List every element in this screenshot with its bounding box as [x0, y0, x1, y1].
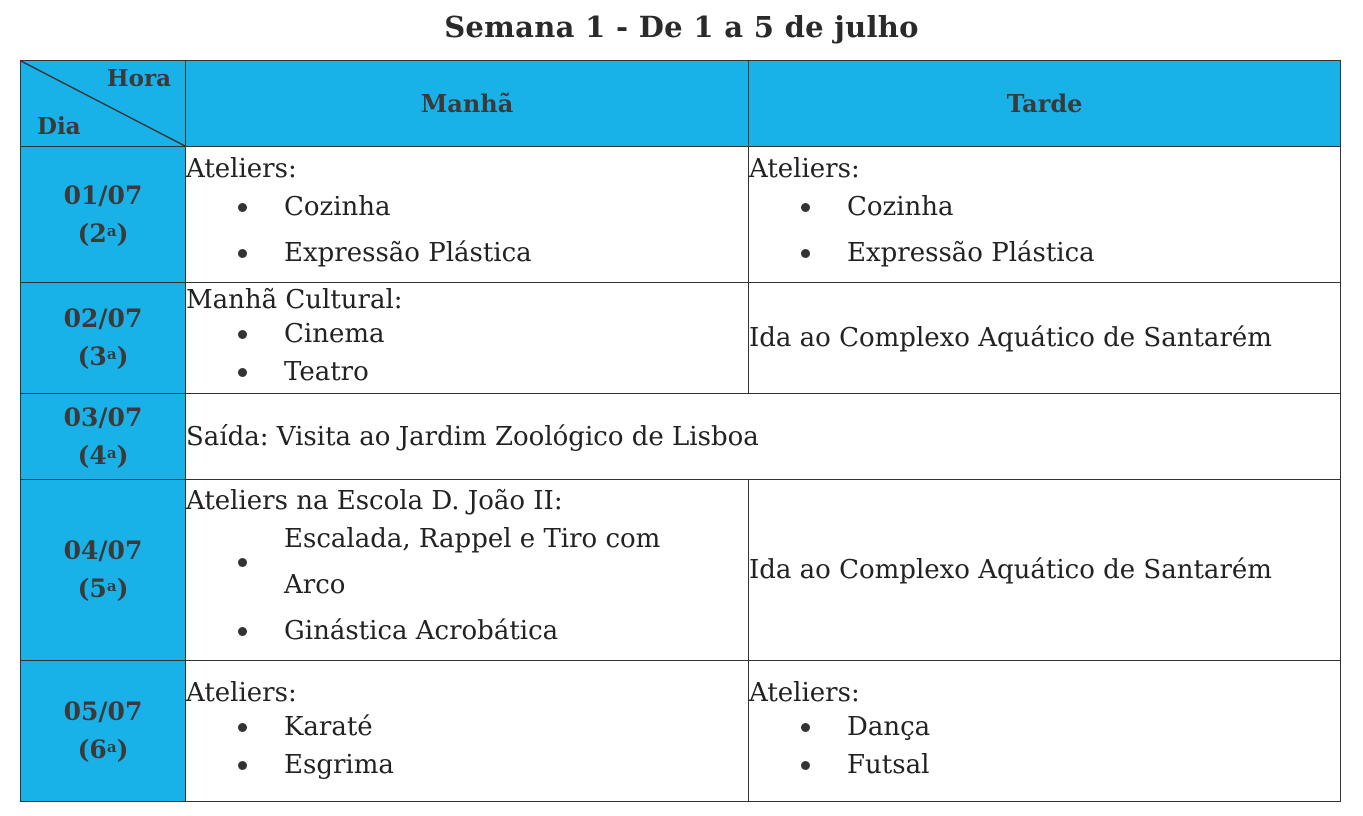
date-label: 05/07: [63, 697, 143, 726]
table-row: [21, 147, 1341, 283]
list-item: Escalada, Rappel e Tiro com Arco: [186, 516, 748, 608]
table-row: [21, 661, 1341, 802]
day-cell: 04/07 (5$^a$): [21, 480, 186, 661]
header-row: [21, 61, 1341, 147]
day-cell: 03/07 (4$^a$): [21, 394, 186, 480]
cell-intro: Ateliers:: [749, 153, 860, 184]
cell-intro: Ateliers:: [186, 678, 297, 708]
dia-label: Dia: [37, 113, 81, 140]
day-cell: 05/07 (6$^a$): [21, 661, 186, 802]
tarde-cell: [749, 661, 1341, 802]
weekday-label: 5: [89, 574, 107, 603]
weekday-suffix: a: [106, 345, 117, 363]
activity-list: [186, 516, 748, 654]
schedule-table: [20, 60, 1341, 802]
list-item: Cozinha: [186, 184, 748, 230]
list-item: Futsal: [749, 746, 1340, 784]
day-cell: 01/07 (2$^a$): [21, 147, 186, 283]
activity-list: [186, 708, 748, 784]
weekday-label: 4: [89, 440, 107, 470]
cell-intro: Ateliers:: [749, 678, 860, 708]
list-item: Esgrima: [186, 746, 748, 784]
cell-intro: Ateliers na Escola D. João II:: [186, 486, 563, 516]
tarde-cell: Ida ao Complexo Aquático de Santarém: [749, 480, 1341, 661]
activity-list: [749, 184, 1340, 276]
table-row: [21, 283, 1341, 394]
full-day-cell: Saída: Visita ao Jardim Zoológico de Lisboa: [186, 394, 1341, 480]
weekday-label: 6: [89, 735, 107, 764]
corner-header-cell: [21, 61, 186, 147]
weekday-label: 2: [89, 218, 107, 248]
manha-cell: [186, 480, 749, 661]
list-item: Karaté: [186, 708, 748, 746]
activity-list: [749, 708, 1340, 784]
hora-label: Hora: [106, 65, 171, 92]
date-label: 01/07: [63, 180, 143, 210]
tarde-cell: [749, 147, 1341, 283]
date-label: 03/07: [63, 402, 143, 432]
list-item: Expressão Plástica: [186, 230, 748, 276]
tarde-header: Tarde: [749, 61, 1341, 147]
weekday-suffix: a: [106, 738, 117, 756]
manha-cell: [186, 661, 749, 802]
weekday-suffix: a: [106, 221, 117, 240]
table-row: [21, 480, 1341, 661]
activity-list: [186, 184, 748, 276]
cell-intro: Ateliers:: [186, 153, 297, 184]
activity-list: [186, 315, 748, 391]
manha-header: Manhã: [186, 61, 749, 147]
cell-intro: Manhã Cultural:: [186, 285, 403, 315]
tarde-cell: Ida ao Complexo Aquático de Santarém: [749, 283, 1341, 394]
date-label: 04/07: [63, 536, 143, 565]
weekday-label: 3: [89, 342, 107, 371]
weekday-suffix: a: [106, 577, 117, 595]
date-label: 02/07: [63, 304, 143, 333]
day-cell: 02/07 (3$^a$): [21, 283, 186, 394]
list-item: Ginástica Acrobática: [186, 608, 748, 654]
table-row: [21, 394, 1341, 480]
manha-cell: [186, 147, 749, 283]
list-item: Cozinha: [749, 184, 1340, 230]
list-item: Teatro: [186, 353, 748, 391]
list-item: Expressão Plástica: [749, 230, 1340, 276]
weekday-suffix: a: [106, 443, 117, 462]
page-title: Semana 1 - De 1 a 5 de julho: [444, 10, 919, 44]
manha-cell: [186, 283, 749, 394]
list-item: Dança: [749, 708, 1340, 746]
list-item: Cinema: [186, 315, 748, 353]
